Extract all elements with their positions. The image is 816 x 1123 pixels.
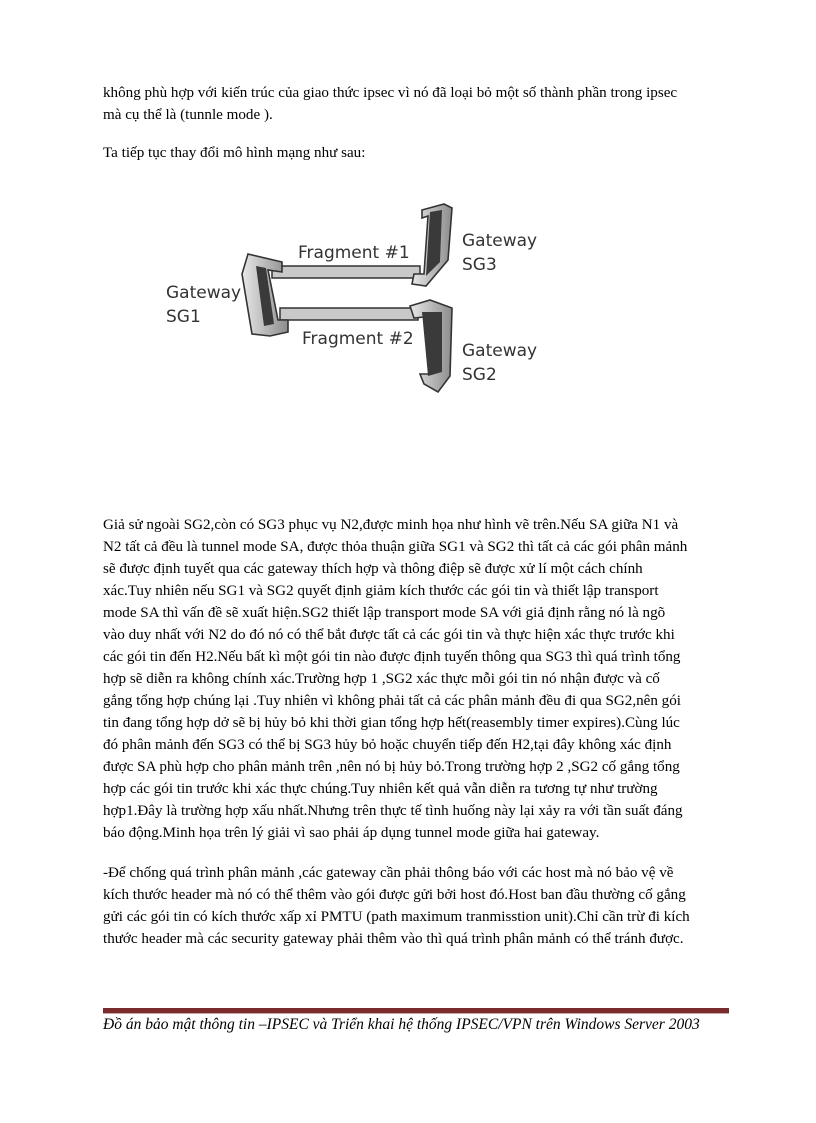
network-diagram [160,196,540,416]
text-line: xác.Tuy nhiên nếu SG1 và SG2 quyết định giảm kích thước các gói tin và thiết lập transport [103,583,659,599]
text-line: mà cụ thể là (tunnle mode ). [103,107,273,123]
text-line: gắng tổng hợp chúng lại .Tuy nhiên vì không phải tất cả các phân mảnh đều đi qua SG2,nên gói [103,693,681,709]
gateway-sg2-id: SG2 [462,365,497,385]
paragraph-intro [103,82,725,126]
text-line: được SA phù hợp cho phân mảnh trên ,nên nó bị hủy bỏ.Trong trường hợp 2 ,SG2 cố gắng tổng [103,759,680,775]
text-line: vào duy nhất với N2 do đó nó có thể bắt được tất cả các gói tin và thực hiện xác thực trước khi [103,627,675,643]
fragment1-label: Fragment #1 [298,243,410,263]
paragraph-lead-in: Ta tiếp tục thay đổi mô hình mạng như sau: [103,145,366,161]
gateway-sg2-shape [410,300,452,392]
text-line: Giả sử ngoài SG2,còn có SG3 phục vụ N2,được minh họa như hình vẽ trên.Nếu SA giữa N1 và [103,517,679,533]
text-line: không phù hợp với kiến trúc của giao thức ipsec vì nó đã loại bỏ một số thành phần trong ipsec [103,85,678,101]
page-footer: Đồ án bảo mật thông tin –IPSEC và Triển khai hệ thống IPSEC/VPN trên Windows Server 2003 [103,1016,700,1033]
text-line: thước header mà các security gateway phải thêm vào thì quá trình phân mảnh có thể tránh được. [103,931,684,947]
text-line: tin đang tổng hợp dở sẽ bị hủy bỏ khi thời gian tổng hợp hết(reasembly timer expires).Cùng lúc [103,715,680,731]
text-line: gửi các gói tin có kích thước xấp xỉ PMTU (path maximum tranmisstion unit).Chỉ cần trừ đi kích [103,909,690,925]
text-line: hợp sẽ diễn ra không chính xác.Trường hợp 1 ,SG2 xác thực mỗi gói tin nó nhận được và cố [103,671,660,687]
footer-divider [103,1008,729,1014]
text-line: kích thước header mà nó có thể thêm vào gói được gửi bởi host đó.Host ban đầu thường cố gắng [103,887,686,903]
text-line: -Để chống quá trình phân mảnh ,các gateway cần phải thông báo với các host mà nó bảo vệ về [103,865,674,881]
gateway-sg1-id: SG1 [166,307,201,327]
text-line: hợp1.Đây là trường hợp xấu nhất.Nhưng trên thực tế tình huống này lại xảy ra với tần suất đáng [103,803,683,819]
fragment2-link [280,308,418,320]
gateway-sg1-shape [242,254,288,336]
paragraph-mitigation [103,862,725,950]
text-line: hợp các gói tin trước khi xác thực chúng.Tuy nhiên kết quả vẫn diễn ra tương tự như trường [103,781,658,797]
gateway-sg3-shape [412,204,452,286]
text-line: báo động.Minh họa trên lý giải vì sao phải áp dụng tunnel mode giữa hai gateway. [103,825,600,841]
text-line: mode SA thì vấn đề sẽ xuất hiện.SG2 thiết lập transport mode SA với giả định rằng nó là ngõ [103,605,666,621]
text-line: các gói tin đến H2.Nếu bất kì một gói tin nào được định tuyến thông qua SG3 thì quá trình tổng [103,649,681,665]
gateway-sg2-label: Gateway [462,341,538,361]
gateway-sg3-id: SG3 [462,255,497,275]
gateway-sg3-label: Gateway [462,231,538,251]
text-line: đó phân mảnh đến SG3 có thể bị SG3 hủy bỏ hoặc chuyển tiếp đến H2,tại đây không xác định [103,737,672,753]
fragment2-label: Fragment #2 [302,329,414,349]
fragment1-link [272,266,420,278]
paragraph-explanation [103,514,725,844]
gateway-sg1-label: Gateway [166,283,242,303]
text-line: sẽ được định tuyết qua các gateway thích hợp và thông điệp sẽ được xử lí một cách chính [103,561,643,577]
text-line: N2 tất cả đều là tunnel mode SA, được thỏa thuận giữa SG1 và SG2 thì tất cả các gói phân mảnh [103,539,688,555]
